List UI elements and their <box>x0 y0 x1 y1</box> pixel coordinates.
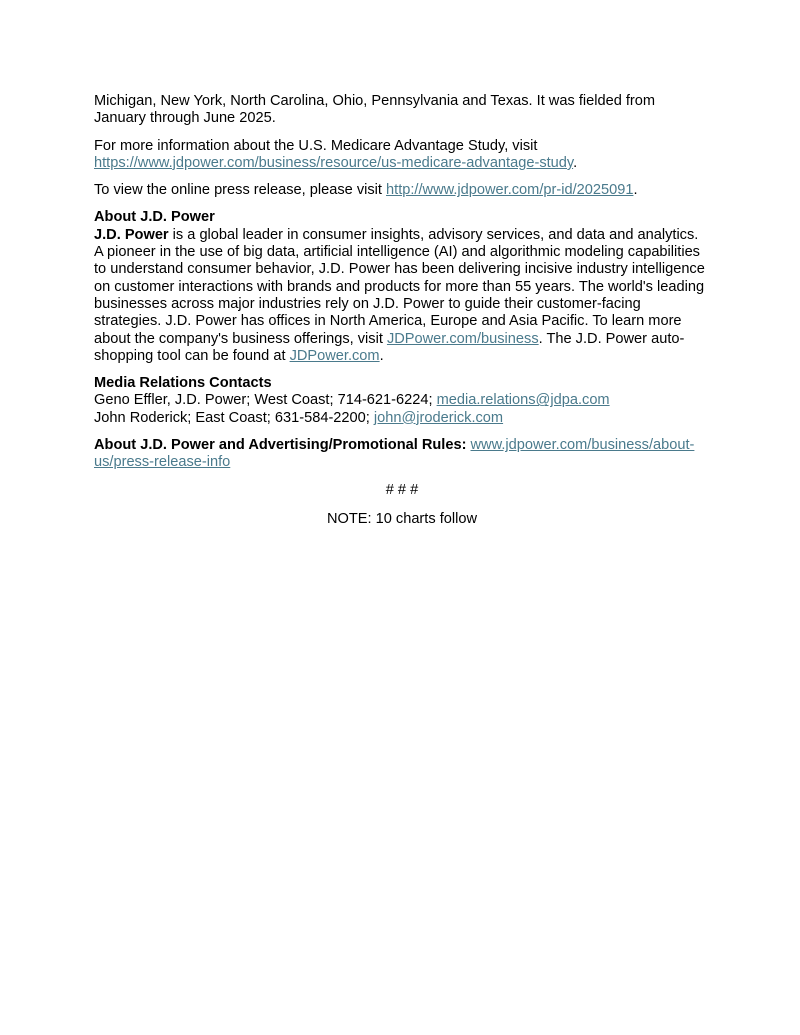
about-body: is a global leader in consumer insights, advisory services, and data and analytics. A pioneer in the use of big data, artificial intelligence (AI) and algorithmic modeling capabilities to understand consumer behavior, J.D. Power has been delivering incisive industry intelligence on customer interactions with brands and products for more than 55 years. The world's leading businesses across major industries rely on J.D. Power to guide their customer-facing strategies. J.D. Power has offices in North America, Europe and Asia Pacific. To learn more about the company's business offerings, visit <box>94 226 705 347</box>
press-release-text: To view the online press release, please visit <box>94 182 387 199</box>
document-page <box>94 93 710 538</box>
about-section <box>94 209 710 365</box>
jdpower-site-link[interactable]: JDPower.com <box>289 347 380 364</box>
study-info-text: For more information about the U.S. Medicare Advantage Study, visit <box>94 137 538 154</box>
about-company-name: J.D. Power <box>94 226 169 243</box>
fielded-text: Michigan, New York, North Carolina, Ohio, Pennsylvania and Texas. It was fielded from January through June 2025. <box>94 93 656 127</box>
contact-2-text: John Roderick; East Coast; 631-584-2200; <box>94 409 374 426</box>
contact-1-text: Geno Effler, J.D. Power; West Coast; 714-621-6224; <box>94 392 437 409</box>
media-contacts-section <box>94 375 710 427</box>
study-info-paragraph <box>94 138 710 173</box>
contact-1-email-link[interactable]: media.relations@jdpa.com <box>436 392 610 409</box>
end-separator: # # # <box>385 481 419 498</box>
charts-note: NOTE: 10 charts follow <box>326 510 478 527</box>
study-link[interactable]: https://www.jdpower.com/business/resource/us-medicare-advantage-study <box>94 154 574 171</box>
rules-link[interactable]: www.jdpower.com/business/about-us/press-release-info <box>94 437 695 471</box>
rules-heading: About J.D. Power and Advertising/Promotional Rules: <box>94 437 467 454</box>
about-heading: About J.D. Power <box>94 209 215 226</box>
about-end: . <box>379 347 384 364</box>
press-release-end: . <box>633 182 638 199</box>
business-link[interactable]: JDPower.com/business <box>386 330 539 347</box>
about-mid: . The J.D. Power auto-shopping tool can be found at <box>94 330 685 364</box>
media-heading: Media Relations Contacts <box>94 375 272 392</box>
rules-paragraph <box>94 437 710 472</box>
press-release-link[interactable]: http://www.jdpower.com/pr-id/2025091 <box>386 182 634 199</box>
press-release-paragraph <box>94 182 710 199</box>
contact-2-email-link[interactable]: john@jroderick.com <box>373 409 504 426</box>
study-info-end: . <box>573 154 578 171</box>
fielded-paragraph <box>94 93 710 128</box>
